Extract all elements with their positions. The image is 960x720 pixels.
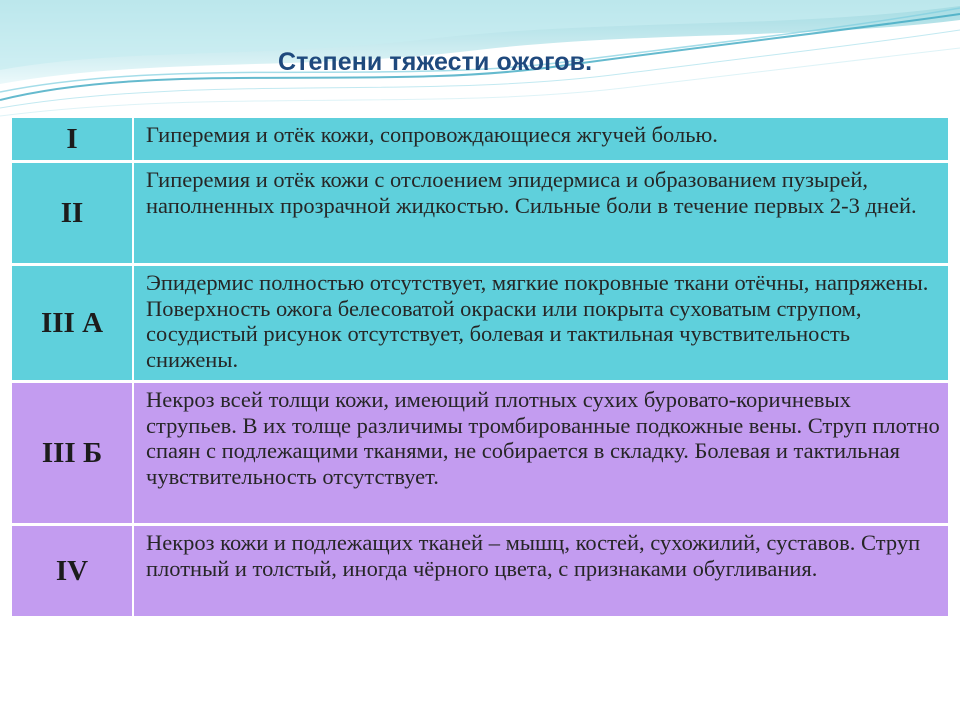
burn-degrees-table bbox=[12, 118, 948, 616]
table-row bbox=[12, 118, 948, 160]
degree-cell: III А bbox=[12, 266, 134, 380]
table-row bbox=[12, 163, 948, 263]
description-cell: Эпидермис полностью отсутствует, мягкие покровные ткани отёчны, напряжены. Поверхность ожога белесоватой окраски или покрыта суховатым струпом, сосудистый рисунок отсутствует, болевая и тактильная чувствительность снижены. bbox=[146, 270, 929, 372]
degree-cell: II bbox=[12, 163, 134, 263]
description-cell: Некроз всей толщи кожи, имеющий плотных сухих буровато-коричневых струпьев. В их толще различимы тромбированные подкожные вены. Струп плотно спаян с подлежащими тканями, не собирается в складку. Болевая и тактильная чувствительность отсутствует. bbox=[146, 387, 940, 489]
slide-title: Степени тяжести ожогов. bbox=[278, 48, 593, 76]
degree-cell: I bbox=[12, 118, 134, 160]
description-cell: Гиперемия и отёк кожи с отслоением эпидермиса и образованием пузырей, наполненных прозрачной жидкостью. Сильные боли в течение первых 2-3 дней. bbox=[146, 167, 917, 218]
description-cell: Гиперемия и отёк кожи, сопровождающиеся жгучей болью. bbox=[146, 122, 718, 147]
degree-cell: III Б bbox=[12, 383, 134, 523]
table-row bbox=[12, 526, 948, 616]
description-cell: Некроз кожи и подлежащих тканей – мышц, костей, сухожилий, суставов. Струп плотный и толстый, иногда чёрного цвета, с признаками обугливания. bbox=[146, 530, 921, 581]
table-row bbox=[12, 266, 948, 380]
degree-cell: IV bbox=[12, 526, 134, 616]
table-row bbox=[12, 383, 948, 523]
